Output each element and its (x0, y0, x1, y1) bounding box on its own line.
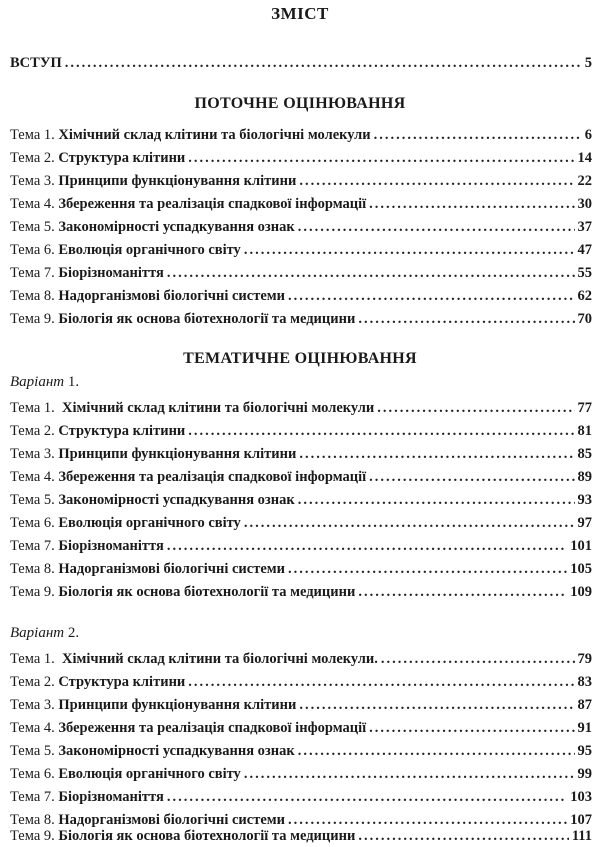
toc-entry-topic: Еволюція органічного світу (58, 766, 241, 782)
toc-entry-label: Тема 5. (10, 219, 55, 235)
toc-entry-label: Тема 9. (10, 828, 55, 844)
toc-entry[interactable] (10, 170, 592, 192)
toc-page-number: 85 (577, 446, 592, 462)
toc-entry[interactable] (10, 740, 592, 762)
toc-entry-label: Тема 1. (10, 651, 55, 667)
toc-entry-label: Тема 8. (10, 561, 55, 577)
toc-entry-topic: Надорганізмові біологічні системи (58, 288, 286, 304)
toc-page-number: 99 (577, 766, 592, 782)
toc-entry-topic: Біорізноманіття (58, 265, 164, 281)
toc-entry-label: Тема 9. (10, 311, 55, 327)
toc-page-number: 22 (577, 173, 592, 189)
toc-entry-label: Тема 4. (10, 469, 55, 485)
toc-entry[interactable] (10, 124, 592, 146)
dot-leader (244, 763, 575, 785)
toc-page-number: 70 (577, 311, 592, 327)
toc-entry[interactable] (10, 308, 592, 330)
toc-entry-label: Тема 7. (10, 538, 55, 554)
toc-page-number: 95 (577, 743, 592, 759)
dot-leader (381, 648, 575, 670)
toc-page-number: 109 (570, 584, 592, 600)
toc-entry[interactable] (10, 443, 592, 465)
toc-page-number: 47 (577, 242, 592, 258)
toc-entry[interactable] (10, 285, 592, 307)
toc-entry[interactable] (10, 216, 592, 238)
toc-entry-topic: Біологія як основа біотехнології та медицини (58, 584, 356, 600)
toc-entry-label: Тема 2. (10, 150, 55, 166)
dot-leader (188, 671, 574, 693)
toc-entry-topic: Еволюція органічного світу (58, 515, 241, 531)
toc-entry-label: ВСТУП (10, 55, 62, 71)
toc-page-number: 107 (570, 812, 592, 828)
toc-entry-topic: Принципи функціонування клітини (58, 446, 297, 462)
toc-page-number: 79 (577, 651, 592, 667)
toc-page-number: 89 (577, 469, 592, 485)
dot-leader (369, 466, 574, 488)
toc-entry-label: Тема 9. (10, 584, 55, 600)
toc-entry-label: Тема 6. (10, 242, 55, 258)
variant-heading-1 (10, 374, 79, 391)
toc-entry-topic: Закономірності успадкування ознак (58, 743, 295, 759)
toc-entry[interactable] (10, 786, 592, 808)
toc-page-number: 103 (570, 789, 592, 805)
toc-entry[interactable] (10, 147, 592, 169)
dot-leader (298, 216, 575, 238)
toc-entry-topic: Біорізноманіття (58, 538, 164, 554)
toc-entry-label: Тема 8. (10, 288, 55, 304)
toc-entry-label: Тема 8. (10, 812, 55, 828)
dot-leader (374, 124, 582, 146)
toc-page-number: 55 (577, 265, 592, 281)
toc-entry-topic: Закономірності успадкування ознак (58, 492, 295, 508)
dot-leader (299, 694, 574, 716)
toc-entry[interactable] (10, 397, 592, 419)
toc-entry-label: Тема 7. (10, 265, 55, 281)
dot-leader (167, 262, 575, 284)
dot-leader (244, 239, 575, 261)
toc-entry-label: Тема 5. (10, 743, 55, 759)
toc-page-number: 81 (577, 423, 592, 439)
toc-entry-label: Тема 2. (10, 674, 55, 690)
dot-leader (65, 52, 582, 74)
toc-entry-label: Тема 2. (10, 423, 55, 439)
toc-entry-label: Тема 4. (10, 196, 55, 212)
toc-entry[interactable] (10, 420, 592, 442)
toc-entry-label: Тема 5. (10, 492, 55, 508)
toc-entry-label: Тема 3. (10, 697, 55, 713)
dot-leader (244, 512, 575, 534)
toc-entry-topic: Структура клітини (58, 150, 186, 166)
dot-leader (288, 558, 567, 580)
toc-entry-topic: Збереження та реалізація спадкової інформації (58, 469, 367, 485)
toc-entry[interactable] (10, 193, 592, 215)
toc-entry[interactable] (10, 535, 592, 557)
toc-entry-topic: Збереження та реалізація спадкової інформації (58, 720, 367, 736)
toc-entry-label: Тема 3. (10, 446, 55, 462)
toc-entry[interactable] (10, 512, 592, 534)
dot-leader (167, 535, 567, 557)
toc-entry-topic: Принципи функціонування клітини (58, 173, 297, 189)
toc-entry-topic: Структура клітини (58, 423, 186, 439)
toc-entry[interactable] (10, 825, 592, 847)
dot-leader (358, 825, 569, 847)
toc-entry-label: Тема 6. (10, 515, 55, 531)
dot-leader (369, 193, 574, 215)
toc-entry-label: Тема 3. (10, 173, 55, 189)
toc-entry-topic: Хімічний склад клітини та біологічні молекули (58, 127, 371, 143)
toc-page-number: 111 (571, 828, 592, 844)
toc-page-number: 83 (577, 674, 592, 690)
toc-entry-topic: Структура клітини (58, 674, 186, 690)
toc-entry-topic: Біологія як основа біотехнології та медицини (58, 828, 356, 844)
toc-entry[interactable] (10, 489, 592, 511)
toc-entry-topic: Хімічний склад клітини та біологічні молекули (62, 400, 375, 416)
toc-entry[interactable] (10, 239, 592, 261)
dot-leader (377, 397, 574, 419)
section-heading-current: ПОТОЧНЕ ОЦІНЮВАННЯ (194, 95, 406, 112)
toc-entry-topic: Еволюція органічного світу (58, 242, 241, 258)
dot-leader (298, 489, 575, 511)
toc-entry-topic: Закономірності успадкування ознак (58, 219, 295, 235)
toc-entry-topic: Надорганізмові біологічні системи (58, 561, 286, 577)
dot-leader (369, 717, 574, 739)
toc-entry[interactable] (10, 466, 592, 488)
dot-leader (188, 420, 574, 442)
toc-entry[interactable] (10, 648, 592, 670)
toc-page-number: 62 (577, 288, 592, 304)
dot-leader (188, 147, 574, 169)
toc-page-number: 93 (577, 492, 592, 508)
variant-heading-2 (10, 625, 79, 642)
toc-entry[interactable] (10, 717, 592, 739)
toc-entry[interactable] (10, 671, 592, 693)
toc-page-number: 97 (577, 515, 592, 531)
toc-page-number: 6 (584, 127, 592, 143)
toc-entry[interactable] (10, 763, 592, 785)
variant-number: 1. (67, 374, 80, 390)
toc-page-number: 101 (570, 538, 592, 554)
dot-leader (167, 786, 567, 808)
variant-number: 2. (67, 625, 80, 641)
toc-page-number: 37 (577, 219, 592, 235)
toc-entry-topic: Біорізноманіття (58, 789, 164, 805)
toc-entry-label: Тема 6. (10, 766, 55, 782)
toc-entry[interactable] (10, 694, 592, 716)
toc-entry[interactable] (10, 558, 592, 580)
dot-leader (299, 170, 574, 192)
toc-page-number: 87 (577, 697, 592, 713)
toc-entry-topic: Збереження та реалізація спадкової інформації (58, 196, 367, 212)
dot-leader (298, 740, 575, 762)
toc-entry-label: Тема 7. (10, 789, 55, 805)
dot-leader (358, 308, 574, 330)
toc-page-number: 14 (577, 150, 592, 166)
toc-entry-topic: Принципи функціонування клітини (58, 697, 297, 713)
toc-entry-label: Тема 1. (10, 400, 55, 416)
toc-page-number: 105 (570, 561, 592, 577)
dot-leader (299, 443, 574, 465)
page-title: ЗМІСТ (271, 4, 329, 23)
toc-page-number: 77 (577, 400, 592, 416)
toc-entry-topic: Біологія як основа біотехнології та медицини (58, 311, 356, 327)
toc-entry-topic: Хімічний склад клітини та біологічні молекули. (62, 651, 378, 667)
section-heading-thematic: ТЕМАТИЧНЕ ОЦІНЮВАННЯ (183, 350, 417, 367)
toc-page-number: 91 (577, 720, 592, 736)
toc-entry[interactable] (10, 262, 592, 284)
toc-entry-topic: Надорганізмові біологічні системи (58, 812, 286, 828)
toc-page-number: 30 (577, 196, 592, 212)
toc-entry-intro[interactable] (10, 52, 592, 74)
toc-page-number: 5 (584, 55, 592, 71)
variant-label: Варіант (10, 625, 65, 641)
variant-label: Варіант (10, 374, 65, 390)
dot-leader (358, 581, 567, 603)
toc-entry-label: Тема 4. (10, 720, 55, 736)
dot-leader (288, 285, 574, 307)
toc-entry[interactable] (10, 581, 592, 603)
toc-entry-label: Тема 1. (10, 127, 55, 143)
